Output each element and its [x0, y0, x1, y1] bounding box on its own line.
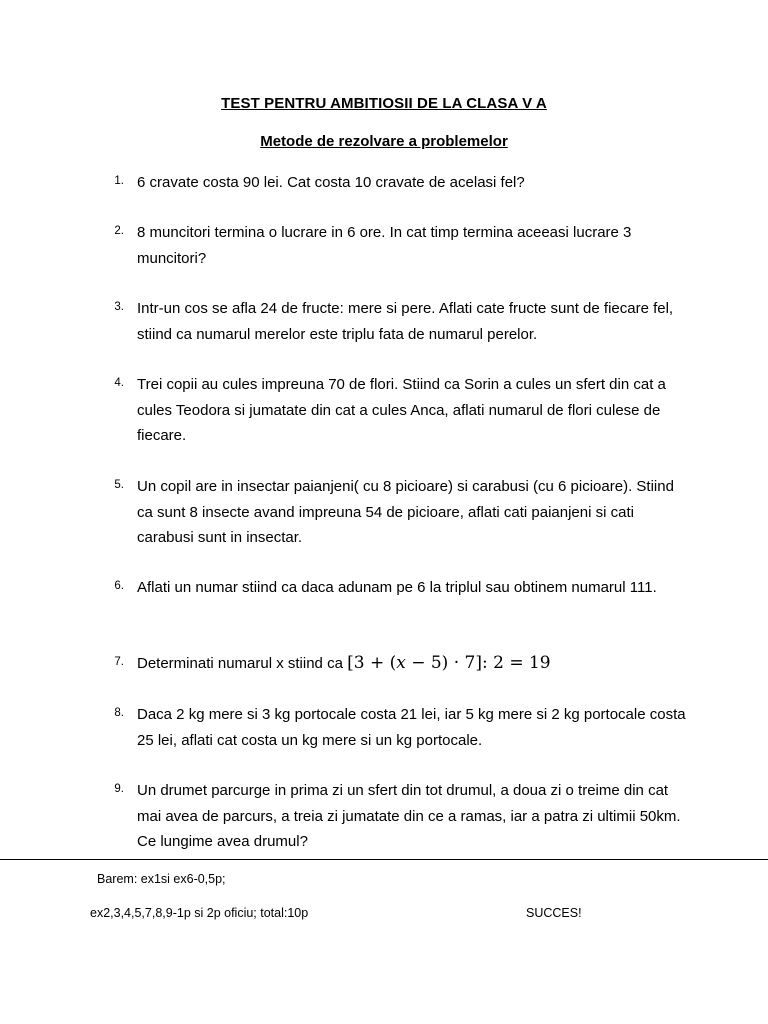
problem-number: 9.: [114, 783, 124, 795]
problem-number: 1.: [114, 175, 124, 187]
grading-scheme: Barem: ex1si ex6-0,5p;: [97, 872, 226, 886]
problem-text: 8 muncitori termina o lucrare in 6 ore. In cat timp termina aceeasi lucrare 3 muncitori?: [137, 224, 632, 267]
success-note: SUCCES!: [526, 906, 582, 920]
problem-text: Un drumet parcurge in prima zi un sfert din tot drumul, a doua zi o treime din cat mai avea de parcurs, a treia zi jumatate din ce a ramas, iar a patra zi ultimii 50km. Ce lungime avea drumul?: [137, 782, 681, 850]
grading-details: ex2,3,4,5,7,8,9-1p si 2p oficiu; total:10p: [90, 906, 309, 920]
problem-number: 7.: [114, 656, 124, 668]
problem-text: 6 cravate costa 90 lei. Cat costa 10 cravate de acelasi fel?: [137, 174, 525, 191]
problem-text: [137, 651, 693, 677]
problem-text: Aflati un numar stiind ca daca adunam pe 6 la triplul sau obtinem numarul 111.: [137, 579, 657, 596]
math-formula: [3 + (𝑥 − 5) · 7]: 2 = 19: [347, 653, 551, 673]
problem-number: 5.: [114, 479, 124, 491]
footer-divider: [0, 859, 768, 860]
problem-number: 8.: [114, 707, 124, 719]
problem-text-label: Determinati numarul x stiind ca: [137, 655, 348, 672]
problem-number: 4.: [114, 377, 124, 389]
problem-number: 3.: [114, 301, 124, 313]
problem-number: 2.: [114, 225, 124, 237]
problem-number: 6.: [114, 580, 124, 592]
problem-text: Trei copii au cules impreuna 70 de flori. Stiind ca Sorin a cules un sfert din cat a cules Teodora si jumatate din cat a cules Anca, aflati numarul de flori culese de fiecare.: [137, 376, 666, 444]
problem-text: Un copil are in insectar paianjeni( cu 8 picioare) si carabusi (cu 6 picioare). Stiind ca sunt 8 insecte avand impreuna 54 de picioare, aflati cati paianjeni si cati carabusi sunt in insectar.: [137, 478, 674, 546]
document-title: TEST PENTRU AMBITIOSII DE LA CLASA V A: [221, 95, 547, 112]
document-subtitle: Metode de rezolvare a problemelor: [260, 133, 508, 150]
problem-text: Daca 2 kg mere si 3 kg portocale costa 21 lei, iar 5 kg mere si 2 kg portocale costa 25 lei, aflati cat costa un kg mere si un kg portocale.: [137, 706, 686, 749]
problem-text: Intr-un cos se afla 24 de fructe: mere si pere. Aflati cate fructe sunt de fiecare fel, stiind ca numarul merelor este triplu fata de numarul perelor.: [137, 300, 674, 343]
